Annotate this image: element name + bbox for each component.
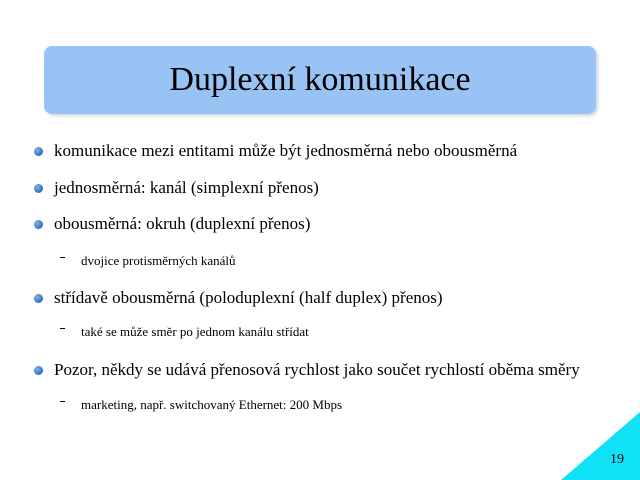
bullet-text: Pozor, někdy se udává přenosová rychlost jako součet rychlostí oběma směry xyxy=(54,360,580,379)
dash-icon xyxy=(60,257,65,258)
sub-bullet-item xyxy=(60,397,342,413)
sub-bullet-item xyxy=(60,253,236,269)
bullet-text: jednosměrná: kanál (simplexní přenos) xyxy=(54,178,319,197)
title-box xyxy=(44,46,596,114)
bullet-dot-icon xyxy=(34,147,43,156)
bullet-item xyxy=(34,141,517,161)
dash-icon xyxy=(60,328,65,329)
corner-decoration xyxy=(561,412,640,480)
bullet-item xyxy=(34,360,580,380)
sub-bullet-text: marketing, např. switchovaný Ethernet: 200 Mbps xyxy=(81,397,343,412)
bullet-text: obousměrná: okruh (duplexní přenos) xyxy=(54,214,311,233)
sub-bullet-item xyxy=(60,324,309,340)
bullet-text: střídavě obousměrná (poloduplexní (half duplex) přenos) xyxy=(54,288,443,307)
bullet-dot-icon xyxy=(34,366,43,375)
page-number: 19 xyxy=(610,452,624,467)
sub-bullet-text: také se může směr po jednom kanálu střídat xyxy=(81,324,309,339)
bullet-dot-icon xyxy=(34,294,43,303)
bullet-item xyxy=(34,214,310,234)
bullet-item xyxy=(34,288,443,308)
slide-title: Duplexní komunikace xyxy=(169,61,471,98)
bullet-text: komunikace mezi entitami může být jednosměrná nebo obousměrná xyxy=(54,141,518,160)
dash-icon xyxy=(60,401,65,402)
bullet-dot-icon xyxy=(34,220,43,229)
bullet-item xyxy=(34,178,319,198)
bullet-dot-icon xyxy=(34,184,43,193)
sub-bullet-text: dvojice protisměrných kanálů xyxy=(81,253,236,268)
